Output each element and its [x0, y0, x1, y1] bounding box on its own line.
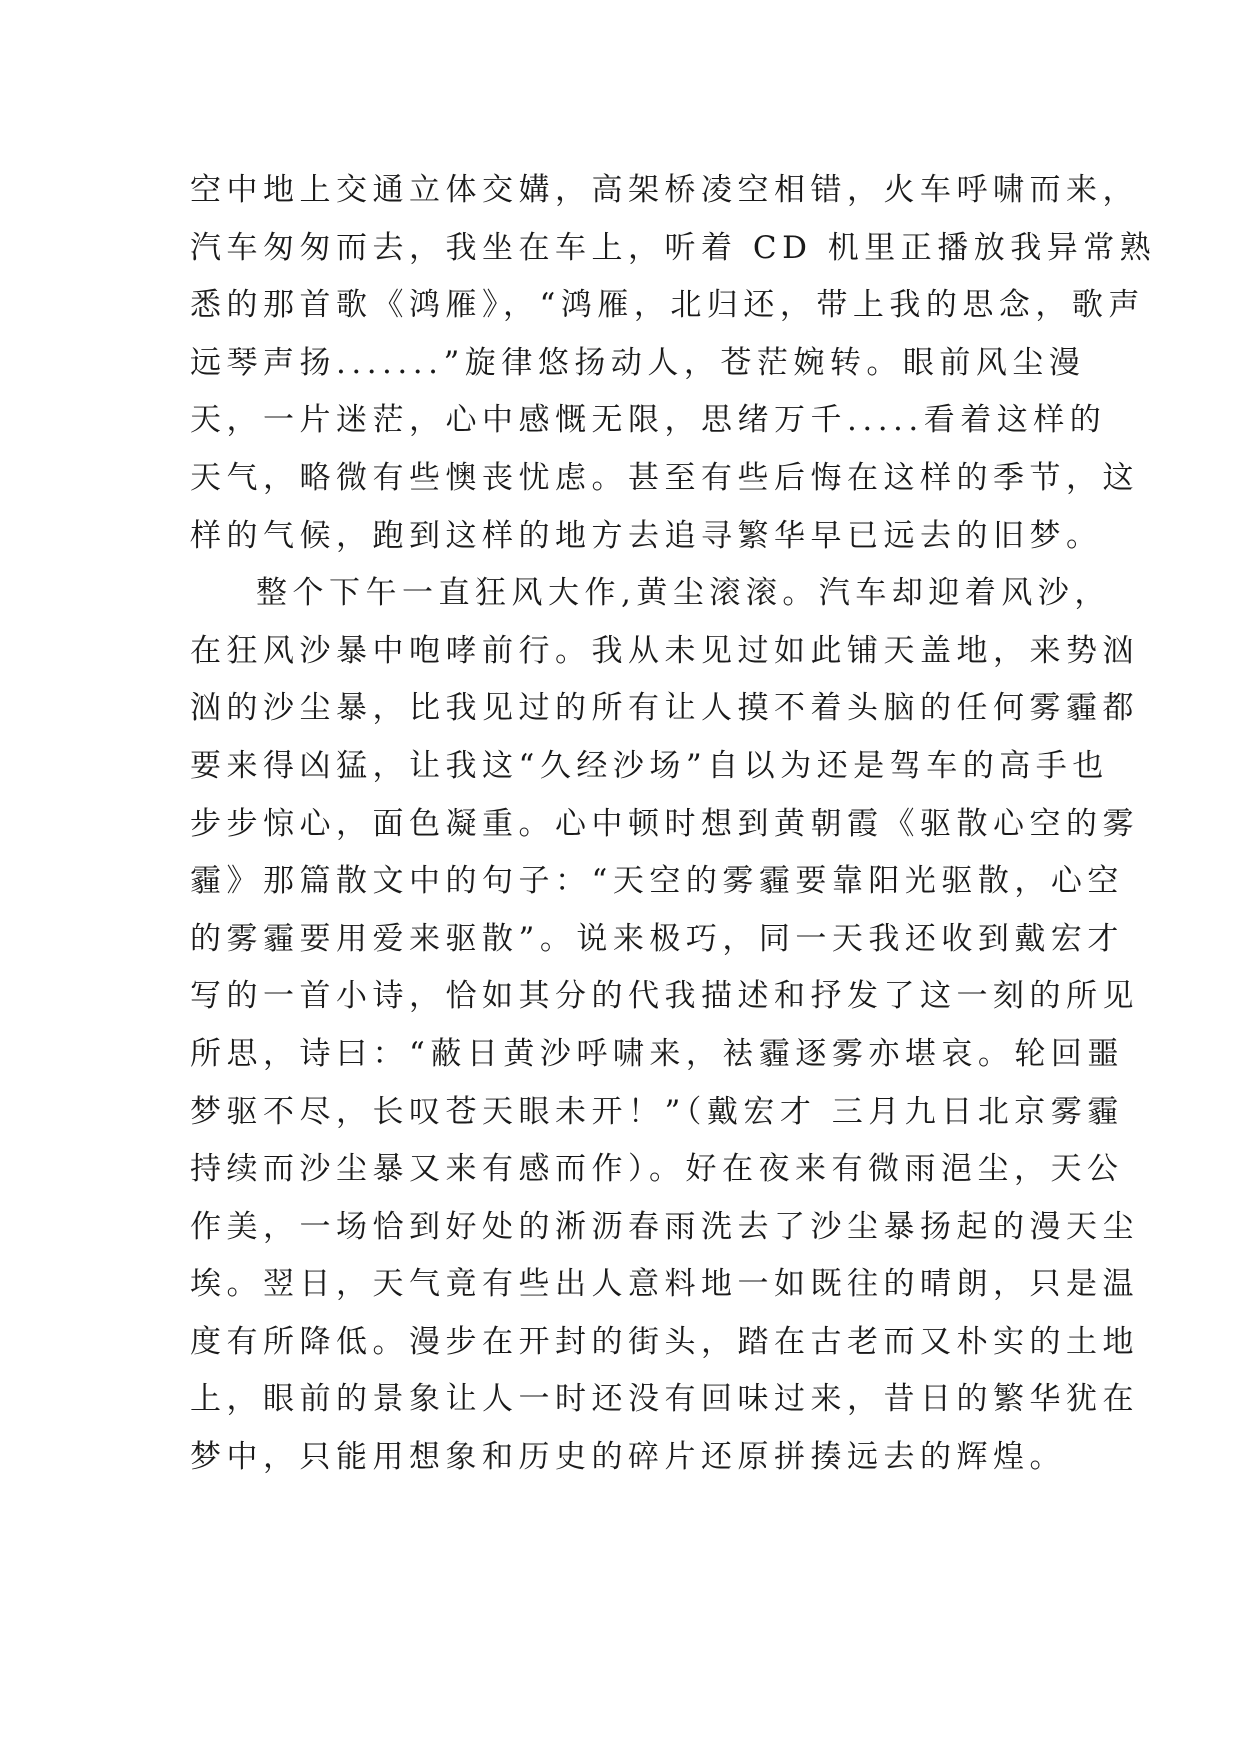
- text-line: 天，一片迷茫，心中感慨无限，思绪万千.....看着这样的: [190, 402, 1107, 439]
- text-line: 所思，诗曰：“蔽日黄沙呼啸来，袪霾逐雾亦堪哀。轮回噩: [190, 1035, 1124, 1072]
- text-line: 作美，一场恰到好处的淅沥春雨洗去了沙尘暴扬起的漫天尘: [190, 1208, 1139, 1245]
- text-line: 上，眼前的景象让人一时还没有回味过来，昔日的繁华犹在: [190, 1381, 1139, 1418]
- text-line: 度有所降低。漫步在开封的街头，踏在古老而又朴实的土地: [190, 1323, 1139, 1360]
- text-line: 悉的那首歌《鸿雁》，“鸿雁，北归还，带上我的思念，歌声: [190, 287, 1145, 324]
- text-line: 的雾霾要用爱来驱散”。说来极巧，同一天我还收到戴宏才: [190, 920, 1124, 957]
- text-line: 持续而沙尘暴又来有感而作）。好在夜来有微雨浥尘，天公: [190, 1151, 1124, 1188]
- text-line: 汽车匆匆而去，我坐在车上，听着 CD 机里正播放我异常熟: [190, 229, 1157, 266]
- text-line: 霾》那篇散文中的句子：“天空的雾霾要靠阳光驱散，心空: [190, 863, 1124, 900]
- text-line: 步步惊心，面色凝重。心中顿时想到黄朝霞《驱散心空的雾: [190, 805, 1139, 842]
- text-line: 梦驱不尽，长叹苍天眼未开！”（戴宏才 三月九日北京雾霾: [190, 1093, 1124, 1130]
- text-line: 在狂风沙暴中咆哮前行。我从未见过如此铺天盖地，来势汹: [190, 632, 1139, 669]
- text-line: 汹的沙尘暴，比我见过的所有让人摸不着头脑的任何雾霾都: [190, 690, 1139, 727]
- text-line: 要来得凶猛，让我这“久经沙场”自以为还是驾车的高手也: [190, 747, 1109, 784]
- text-line: 埃。翌日，天气竟有些出人意料地一如既往的晴朗，只是温: [190, 1266, 1139, 1303]
- text-line: 写的一首小诗，恰如其分的代我描述和抒发了这一刻的所见: [190, 978, 1139, 1015]
- paragraph-first-line: 整个下午一直狂风大作,黄尘滚滚。汽车却迎着风沙，: [256, 575, 1111, 612]
- text-line: 天气，略微有些懊丧忧虑。甚至有些后悔在这样的季节，这: [190, 459, 1139, 496]
- text-line: 远琴声扬.......”旋律悠扬动人，苍茫婉转。眼前风尘漫: [190, 344, 1086, 381]
- document-body: [190, 162, 1157, 1487]
- text-line: 空中地上交通立体交媾，高架桥凌空相错，火车呼啸而来，: [190, 172, 1139, 208]
- text-line: 样的气候，跑到这样的地方去追寻繁华早已远去的旧梦。: [190, 517, 1103, 554]
- text-line: 梦中，只能用想象和历史的碎片还原拼揍远去的辉煌。: [190, 1439, 1066, 1476]
